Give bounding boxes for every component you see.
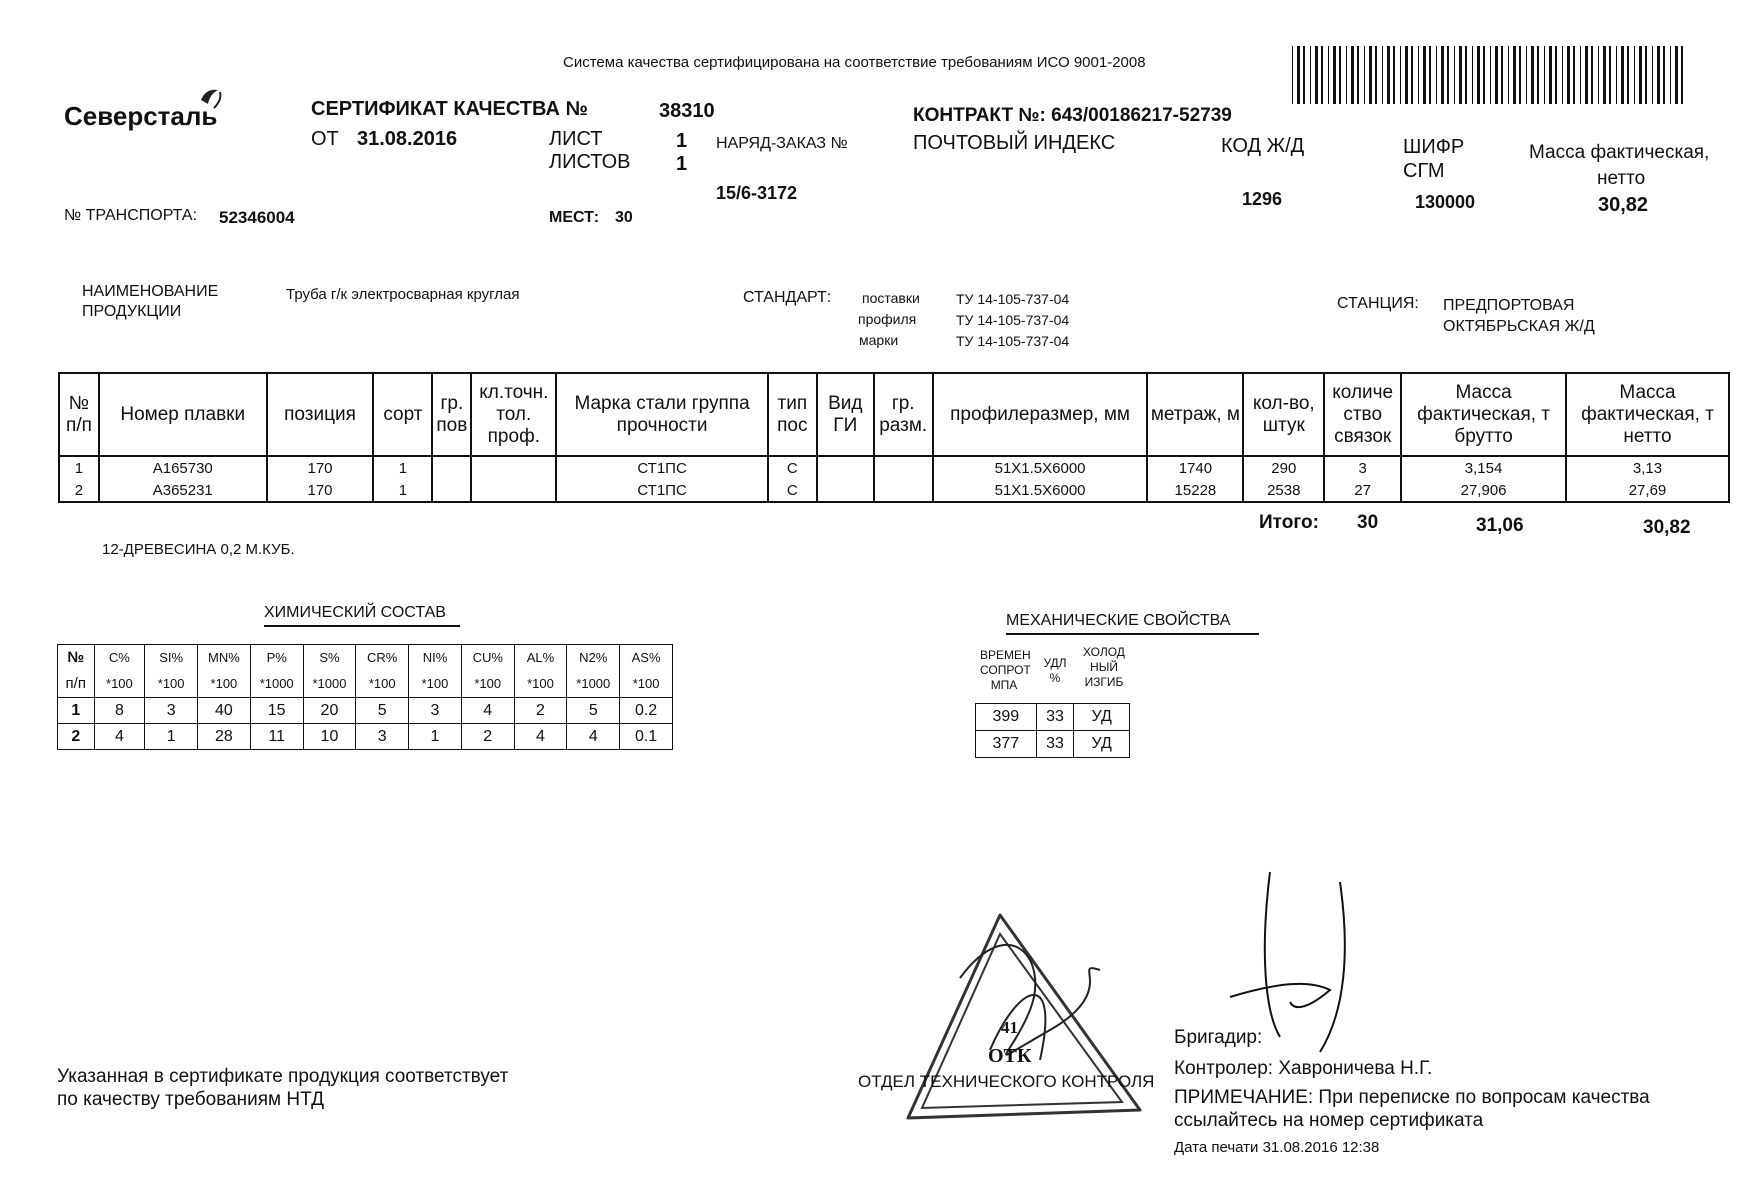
cell-net: 27,69 — [1566, 479, 1729, 502]
chem-col: C% *100 — [94, 645, 145, 698]
cell-bundles: 3 — [1324, 456, 1401, 479]
cell-qty: 290 — [1243, 456, 1324, 479]
chem-cell: 1 — [409, 724, 462, 750]
places-label: МЕСТ: — [549, 209, 600, 226]
col-profile: профилеразмер, мм — [933, 373, 1148, 456]
standard-label: СТАНДАРТ: — [743, 289, 832, 306]
rail-code-label: КОД Ж/Д — [1221, 135, 1305, 157]
mech-row — [976, 731, 1130, 758]
chem-cell: 20 — [303, 698, 356, 724]
station-line-1: ПРЕДПОРТОВАЯ — [1443, 297, 1575, 314]
product-name: Труба г/к электросварная круглая — [286, 286, 520, 303]
cell-position: 170 — [267, 479, 374, 502]
col-bundles: количе ство связок — [1324, 373, 1401, 456]
otk-label: ОТДЕЛ ТЕХНИЧЕСКОГО КОНТРОЛЯ — [858, 1072, 1155, 1091]
standard-supply-label: поставки — [862, 290, 920, 306]
cell-n: 1 — [59, 456, 99, 479]
mech-head-elongation: УДЛ % — [1043, 656, 1067, 685]
cell-gr-pov — [432, 456, 471, 479]
chem-cell: 0.2 — [620, 698, 673, 724]
standard-profile-value: ТУ 14-105-737-04 — [956, 312, 1070, 328]
chem-cell: 40 — [198, 698, 251, 724]
chem-title: ХИМИЧЕСКИЙ СОСТАВ — [264, 604, 460, 627]
sgm-value: 130000 — [1415, 192, 1476, 212]
total-bundles: 30 — [1357, 512, 1379, 533]
cell-tolerance — [471, 479, 556, 502]
table-header-row — [59, 373, 1729, 456]
chem-col: MN% *100 — [198, 645, 251, 698]
postal-label: ПОЧТОВЫЙ ИНДЕКС — [913, 132, 1116, 154]
from-label: ОТ — [311, 128, 339, 150]
sgm-label-1: ШИФР — [1403, 136, 1465, 158]
cell-gi — [817, 456, 874, 479]
chem-cell: 5 — [356, 698, 409, 724]
cert-label: СЕРТИФИКАТ КАЧЕСТВА № — [311, 98, 588, 120]
cell-gross: 27,906 — [1401, 479, 1566, 502]
chem-row — [58, 724, 673, 750]
total-label: Итого: — [1259, 512, 1319, 533]
places-value: 30 — [615, 209, 633, 226]
chem-col: AS% *100 — [620, 645, 673, 698]
chem-cell: 4 — [514, 724, 567, 750]
cell-profile: 51X1.5X6000 — [933, 479, 1148, 502]
chem-cell: 2 — [514, 698, 567, 724]
sgm-label-2: СГМ — [1403, 160, 1445, 182]
chem-cell: 15 — [250, 698, 303, 724]
table-row — [59, 456, 1729, 479]
cell-heat: A165730 — [99, 456, 267, 479]
cell-gi — [817, 479, 874, 502]
mech-cell: 33 — [1036, 731, 1074, 758]
cell-meters: 1740 — [1147, 456, 1243, 479]
chem-cell: 11 — [250, 724, 303, 750]
chem-cell: 2 — [461, 724, 514, 750]
standard-profile-label: профиля — [858, 311, 917, 327]
col-meters: метраж, м — [1147, 373, 1243, 456]
chem-cell: 5 — [567, 698, 620, 724]
chem-cell: 8 — [94, 698, 145, 724]
mass-label-2: нетто — [1597, 168, 1646, 189]
cell-meters: 15228 — [1147, 479, 1243, 502]
col-gi: Вид ГИ — [817, 373, 874, 456]
chem-table — [57, 644, 673, 750]
mech-cell: 377 — [976, 731, 1037, 758]
mech-cell: УД — [1074, 731, 1130, 758]
cell-net: 3,13 — [1566, 456, 1729, 479]
controller-label: Контролер: Хавроничева Н.Г. — [1174, 1058, 1433, 1079]
cell-gr-size — [874, 479, 933, 502]
chem-col: N2% *1000 — [567, 645, 620, 698]
cell-gross: 3,154 — [1401, 456, 1566, 479]
col-gr-pov: гр. пов — [432, 373, 471, 456]
col-type: тип пос — [768, 373, 817, 456]
stamp-otk: ОТК — [988, 1045, 1032, 1067]
chem-cell: 4 — [94, 724, 145, 750]
transport-label: № ТРАНСПОРТА: — [64, 207, 198, 224]
cell-tolerance — [471, 456, 556, 479]
stamp-number: 41 — [1001, 1018, 1018, 1037]
chem-col: S% *1000 — [303, 645, 356, 698]
cell-n: 2 — [59, 479, 99, 502]
product-name-label-2: ПРОДУКЦИИ — [82, 303, 182, 320]
mech-row — [976, 704, 1130, 731]
chem-col: CU% *100 — [461, 645, 514, 698]
chem-cell: 1 — [145, 724, 198, 750]
mass-value: 30,82 — [1598, 194, 1649, 216]
chem-cell: 4 — [461, 698, 514, 724]
col-steel: Марка стали группа прочности — [556, 373, 768, 456]
chem-cell: 3 — [145, 698, 198, 724]
mech-title: МЕХАНИЧЕСКИЕ СВОЙСТВА — [1006, 612, 1259, 635]
conformity-line-2: по качеству требованиям НТД — [57, 1089, 324, 1110]
standard-grade-value: ТУ 14-105-737-04 — [956, 333, 1070, 349]
cell-type: С — [768, 456, 817, 479]
logo-mark-icon — [198, 86, 224, 110]
cell-steel: СТ1ПС — [556, 479, 768, 502]
cert-date: 31.08.2016 — [357, 128, 458, 150]
cell-profile: 51X1.5X6000 — [933, 456, 1148, 479]
mass-label-1: Масса фактическая, — [1529, 142, 1710, 163]
note-line-1: ПРИМЕЧАНИЕ: При переписке по вопросам качества — [1174, 1087, 1650, 1108]
print-date: Дата печати 31.08.2016 12:38 — [1174, 1139, 1380, 1156]
chem-col: AL% *100 — [514, 645, 567, 698]
chem-cell: 4 — [567, 724, 620, 750]
chem-col: SI% *100 — [145, 645, 198, 698]
transport-value: 52346004 — [219, 208, 295, 227]
wood-note: 12-ДРЕВЕСИНА 0,2 М.КУБ. — [102, 541, 295, 558]
iso-note: Система качества сертифицирована на соответствие требованиям ИСО 9001-2008 — [563, 54, 1146, 71]
col-heat: Номер плавки — [99, 373, 267, 456]
chem-col: CR% *100 — [356, 645, 409, 698]
chem-cell: 0.1 — [620, 724, 673, 750]
cert-number: 38310 — [659, 100, 715, 122]
brigadier-label: Бригадир: — [1174, 1027, 1263, 1048]
sheets-label: ЛИСТОВ — [549, 151, 631, 173]
chem-cell: 28 — [198, 724, 251, 750]
order-value: 15/6-3172 — [716, 183, 798, 203]
barcode — [1292, 46, 1686, 104]
station-label: СТАНЦИЯ: — [1337, 295, 1419, 312]
chem-col: P% *1000 — [250, 645, 303, 698]
chem-cell: 3 — [409, 698, 462, 724]
total-gross: 31,06 — [1476, 515, 1524, 536]
mech-cell: 399 — [976, 704, 1037, 731]
standard-grade-label: марки — [859, 332, 899, 348]
cell-qty: 2538 — [1243, 479, 1324, 502]
mech-head-bend: ХОЛОД НЫЙ ИЗГИБ — [1083, 645, 1125, 689]
chem-header-row — [58, 645, 673, 698]
cell-gr-size — [874, 456, 933, 479]
order-label: НАРЯД-ЗАКАЗ № — [716, 135, 848, 152]
rail-code-value: 1296 — [1242, 189, 1283, 209]
chem-col: NI% *100 — [409, 645, 462, 698]
chem-cell: 1 — [58, 698, 95, 724]
cell-gr-pov — [432, 479, 471, 502]
cell-position: 170 — [267, 456, 374, 479]
company-logo: Северсталь — [64, 101, 218, 131]
chem-cell: 3 — [356, 724, 409, 750]
sheet-value: 1 — [676, 130, 688, 152]
shipment-table — [58, 372, 1730, 503]
col-gr-size: гр. разм. — [874, 373, 933, 456]
col-position: позиция — [267, 373, 374, 456]
cell-grade: 1 — [373, 479, 432, 502]
mech-head-strength: ВРЕМЕН СОПРОТ МПА — [980, 648, 1031, 692]
mech-cell: 33 — [1036, 704, 1074, 731]
cell-grade: 1 — [373, 456, 432, 479]
col-n: № п/п — [59, 373, 99, 456]
chem-row — [58, 698, 673, 724]
sheet-label: ЛИСТ — [549, 128, 603, 150]
sheets-value: 1 — [676, 153, 688, 175]
col-net: Масса фактическая, т нетто — [1566, 373, 1729, 456]
mech-table — [975, 703, 1130, 758]
mech-cell: УД — [1074, 704, 1130, 731]
chem-cell: 2 — [58, 724, 95, 750]
total-net: 30,82 — [1643, 517, 1691, 538]
product-name-label-1: НАИМЕНОВАНИЕ — [82, 283, 219, 300]
note-line-2: ссылайтесь на номер сертификата — [1174, 1110, 1484, 1131]
col-gross: Масса фактическая, т брутто — [1401, 373, 1566, 456]
chem-col: № п/п — [58, 645, 95, 698]
chem-cell: 10 — [303, 724, 356, 750]
col-grade: сорт — [373, 373, 432, 456]
col-qty: кол-во, штук — [1243, 373, 1324, 456]
conformity-line-1: Указанная в сертификате продукция соответствует — [57, 1066, 509, 1087]
cell-steel: СТ1ПС — [556, 456, 768, 479]
cell-type: С — [768, 479, 817, 502]
col-tolerance: кл.точн. тол. проф. — [471, 373, 556, 456]
table-row — [59, 479, 1729, 502]
cell-heat: A365231 — [99, 479, 267, 502]
standard-supply-value: ТУ 14-105-737-04 — [956, 291, 1070, 307]
station-line-2: ОКТЯБРЬСКАЯ Ж/Д — [1443, 318, 1595, 335]
cell-bundles: 27 — [1324, 479, 1401, 502]
contract: КОНТРАКТ №: 643/00186217-52739 — [913, 105, 1232, 126]
